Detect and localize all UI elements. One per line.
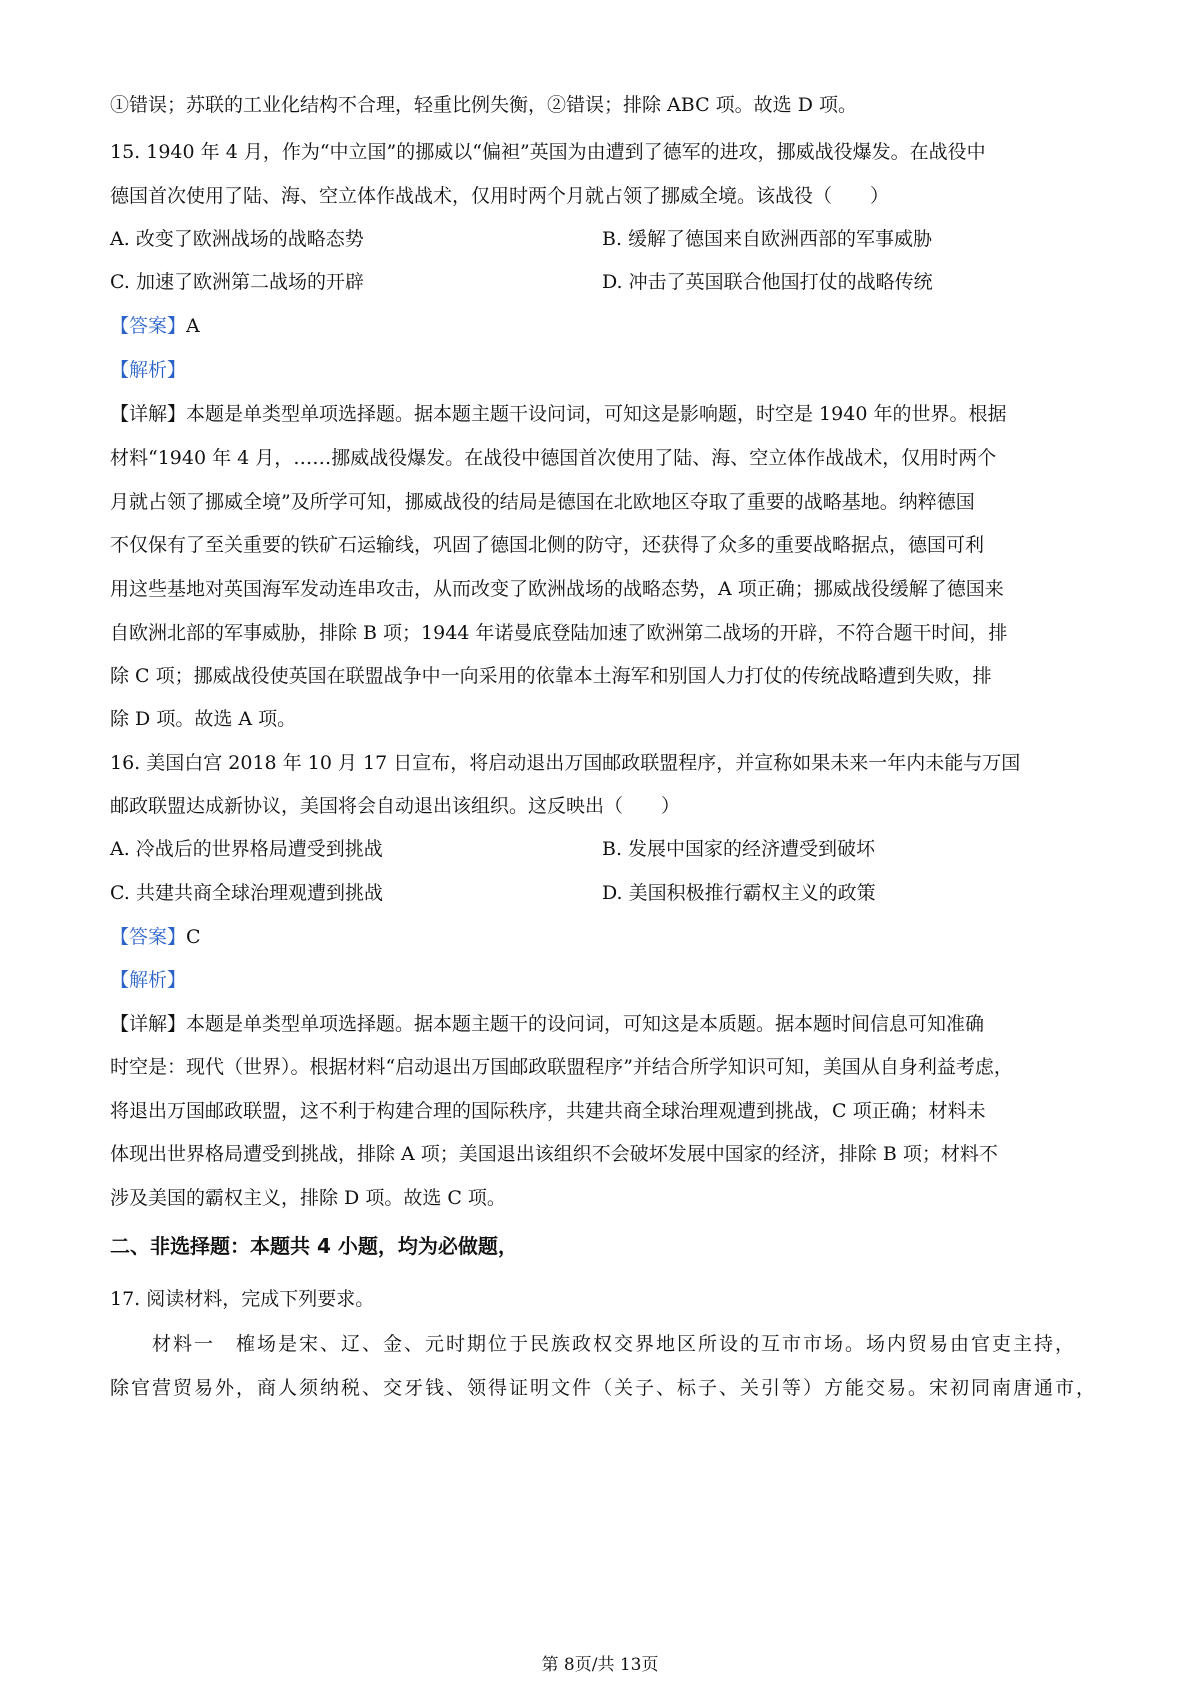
q15-detail-line-5: 用这些基地对英国海军发动连串攻击，从而改变了欧洲战场的战略态势，A 项正确；挪威战役缓解了德国来: [110, 578, 1004, 600]
q16-detail-line-4: 体现出世界格局遭受到挑战，排除 A 项；美国退出该组织不会破坏发展中国家的经济，排除 B 项；材料不: [110, 1143, 998, 1165]
q15-option-d: D. 冲击了英国联合他国打仗的战略传统: [602, 271, 933, 293]
detail-text: 本题是单类型单项选择题。据本题主题干的设问词，可知这是本质题。据本题时间信息可知准确: [186, 1013, 985, 1035]
section-heading: 二、非选择题：本题共 4 小题，均为必做题，: [110, 1234, 518, 1258]
answer-tag: 【答案】: [110, 315, 187, 337]
q17-material-line-2: 除官营贸易外，商人须纳税、交牙钱、领得证明文件（关子、标子、关引等）方能交易。宋初同南唐通市，: [110, 1377, 1098, 1399]
q15-detail-line-6: 自欧洲北部的军事威胁，排除 B 项；1944 年诺曼底登陆加速了欧洲第二战场的开辟，不符合题干时间，排: [110, 622, 1008, 644]
q16-option-b: B. 发展中国家的经济遭受到破坏: [602, 838, 876, 860]
q15-stem-line-2: 德国首次使用了陆、海、空立体作战战术，仅用时两个月就占领了挪威全境。该战役（ ）: [110, 185, 890, 207]
answer-tag: 【答案】: [110, 926, 187, 948]
answer-value: C: [186, 926, 201, 948]
q17-material-line-1: 材料一 榷场是宋、辽、金、元时期位于民族政权交界地区所设的互市市场。场内贸易由官吏主持，: [110, 1333, 1077, 1355]
page-footer: 第 8页/共 13页: [541, 1655, 659, 1675]
top-line: ①错误；苏联的工业化结构不合理，轻重比例失衡，②错误；排除 ABC 项。故选 D 项。: [110, 94, 857, 116]
q16-stem-line-2: 邮政联盟达成新协议，美国将会自动退出该组织。这反映出（ ）: [110, 795, 681, 817]
q15-detail-line-8: 除 D 项。故选 A 项。: [110, 708, 297, 730]
q15-detail-line-1: [110, 401, 1006, 427]
q15-detail-line-7: 除 C 项；挪威战役使英国在联盟战争中一向采用的依靠本土海军和别国人力打仗的传统战略遭到失败，排: [110, 665, 992, 687]
q16-analysis-tag: 【解析】: [110, 969, 187, 991]
q15-detail-line-2: 材料“1940 年 4 月，……挪威战役爆发。在战役中德国首次使用了陆、海、空立体作战战术，仅用时两个: [110, 447, 997, 469]
q16-option-a: A. 冷战后的世界格局遭受到挑战: [110, 838, 383, 860]
q16-answer: [110, 924, 201, 950]
q15-stem-line-1: 15. 1940 年 4 月，作为“中立国”的挪威以“偏袒”英国为由遭到了德军的进攻，挪威战役爆发。在战役中: [110, 141, 986, 163]
q17-stem: 17. 阅读材料，完成下列要求。: [110, 1288, 375, 1310]
q15-analysis-tag: 【解析】: [110, 359, 187, 381]
q16-detail-line-1: [110, 1011, 984, 1037]
q15-answer: [110, 313, 200, 339]
q15-option-c: C. 加速了欧洲第二战场的开辟: [110, 271, 364, 293]
q16-stem-line-1: 16. 美国白宫 2018 年 10 月 17 日宣布，将启动退出万国邮政联盟程序，并宣称如果未来一年内未能与万国: [110, 752, 1021, 774]
detail-tag: 【详解】: [110, 1013, 187, 1035]
q15-detail-line-4: 不仅保有了至关重要的铁矿石运输线，巩固了德国北侧的防守，还获得了众多的重要战略据点，德国可利: [110, 534, 985, 556]
q15-detail-line-3: 月就占领了挪威全境”及所学可知，挪威战役的结局是德国在北欧地区夺取了重要的战略基地。纳粹德国: [110, 491, 975, 513]
q16-detail-line-3: 将退出万国邮政联盟，这不利于构建合理的国际秩序，共建共商全球治理观遭到挑战，C 项正确；材料未: [110, 1100, 986, 1122]
q16-option-d: D. 美国积极推行霸权主义的政策: [602, 882, 876, 904]
q15-option-b: B. 缓解了德国来自欧洲西部的军事威胁: [602, 228, 933, 250]
detail-text: 本题是单类型单项选择题。据本题主题干设问词，可知这是影响题，时空是 1940 年的世界。根据: [186, 403, 1007, 425]
q16-detail-line-2: 时空是：现代（世界）。根据材料“启动退出万国邮政联盟程序”并结合所学知识可知，美国从自身利益考虑，: [110, 1056, 1013, 1078]
q16-option-c: C. 共建共商全球治理观遭到挑战: [110, 882, 383, 904]
q15-option-a: A. 改变了欧洲战场的战略态势: [110, 228, 364, 250]
detail-tag: 【详解】: [110, 403, 187, 425]
q16-detail-line-5: 涉及美国的霸权主义，排除 D 项。故选 C 项。: [110, 1187, 506, 1209]
answer-value: A: [186, 315, 200, 337]
